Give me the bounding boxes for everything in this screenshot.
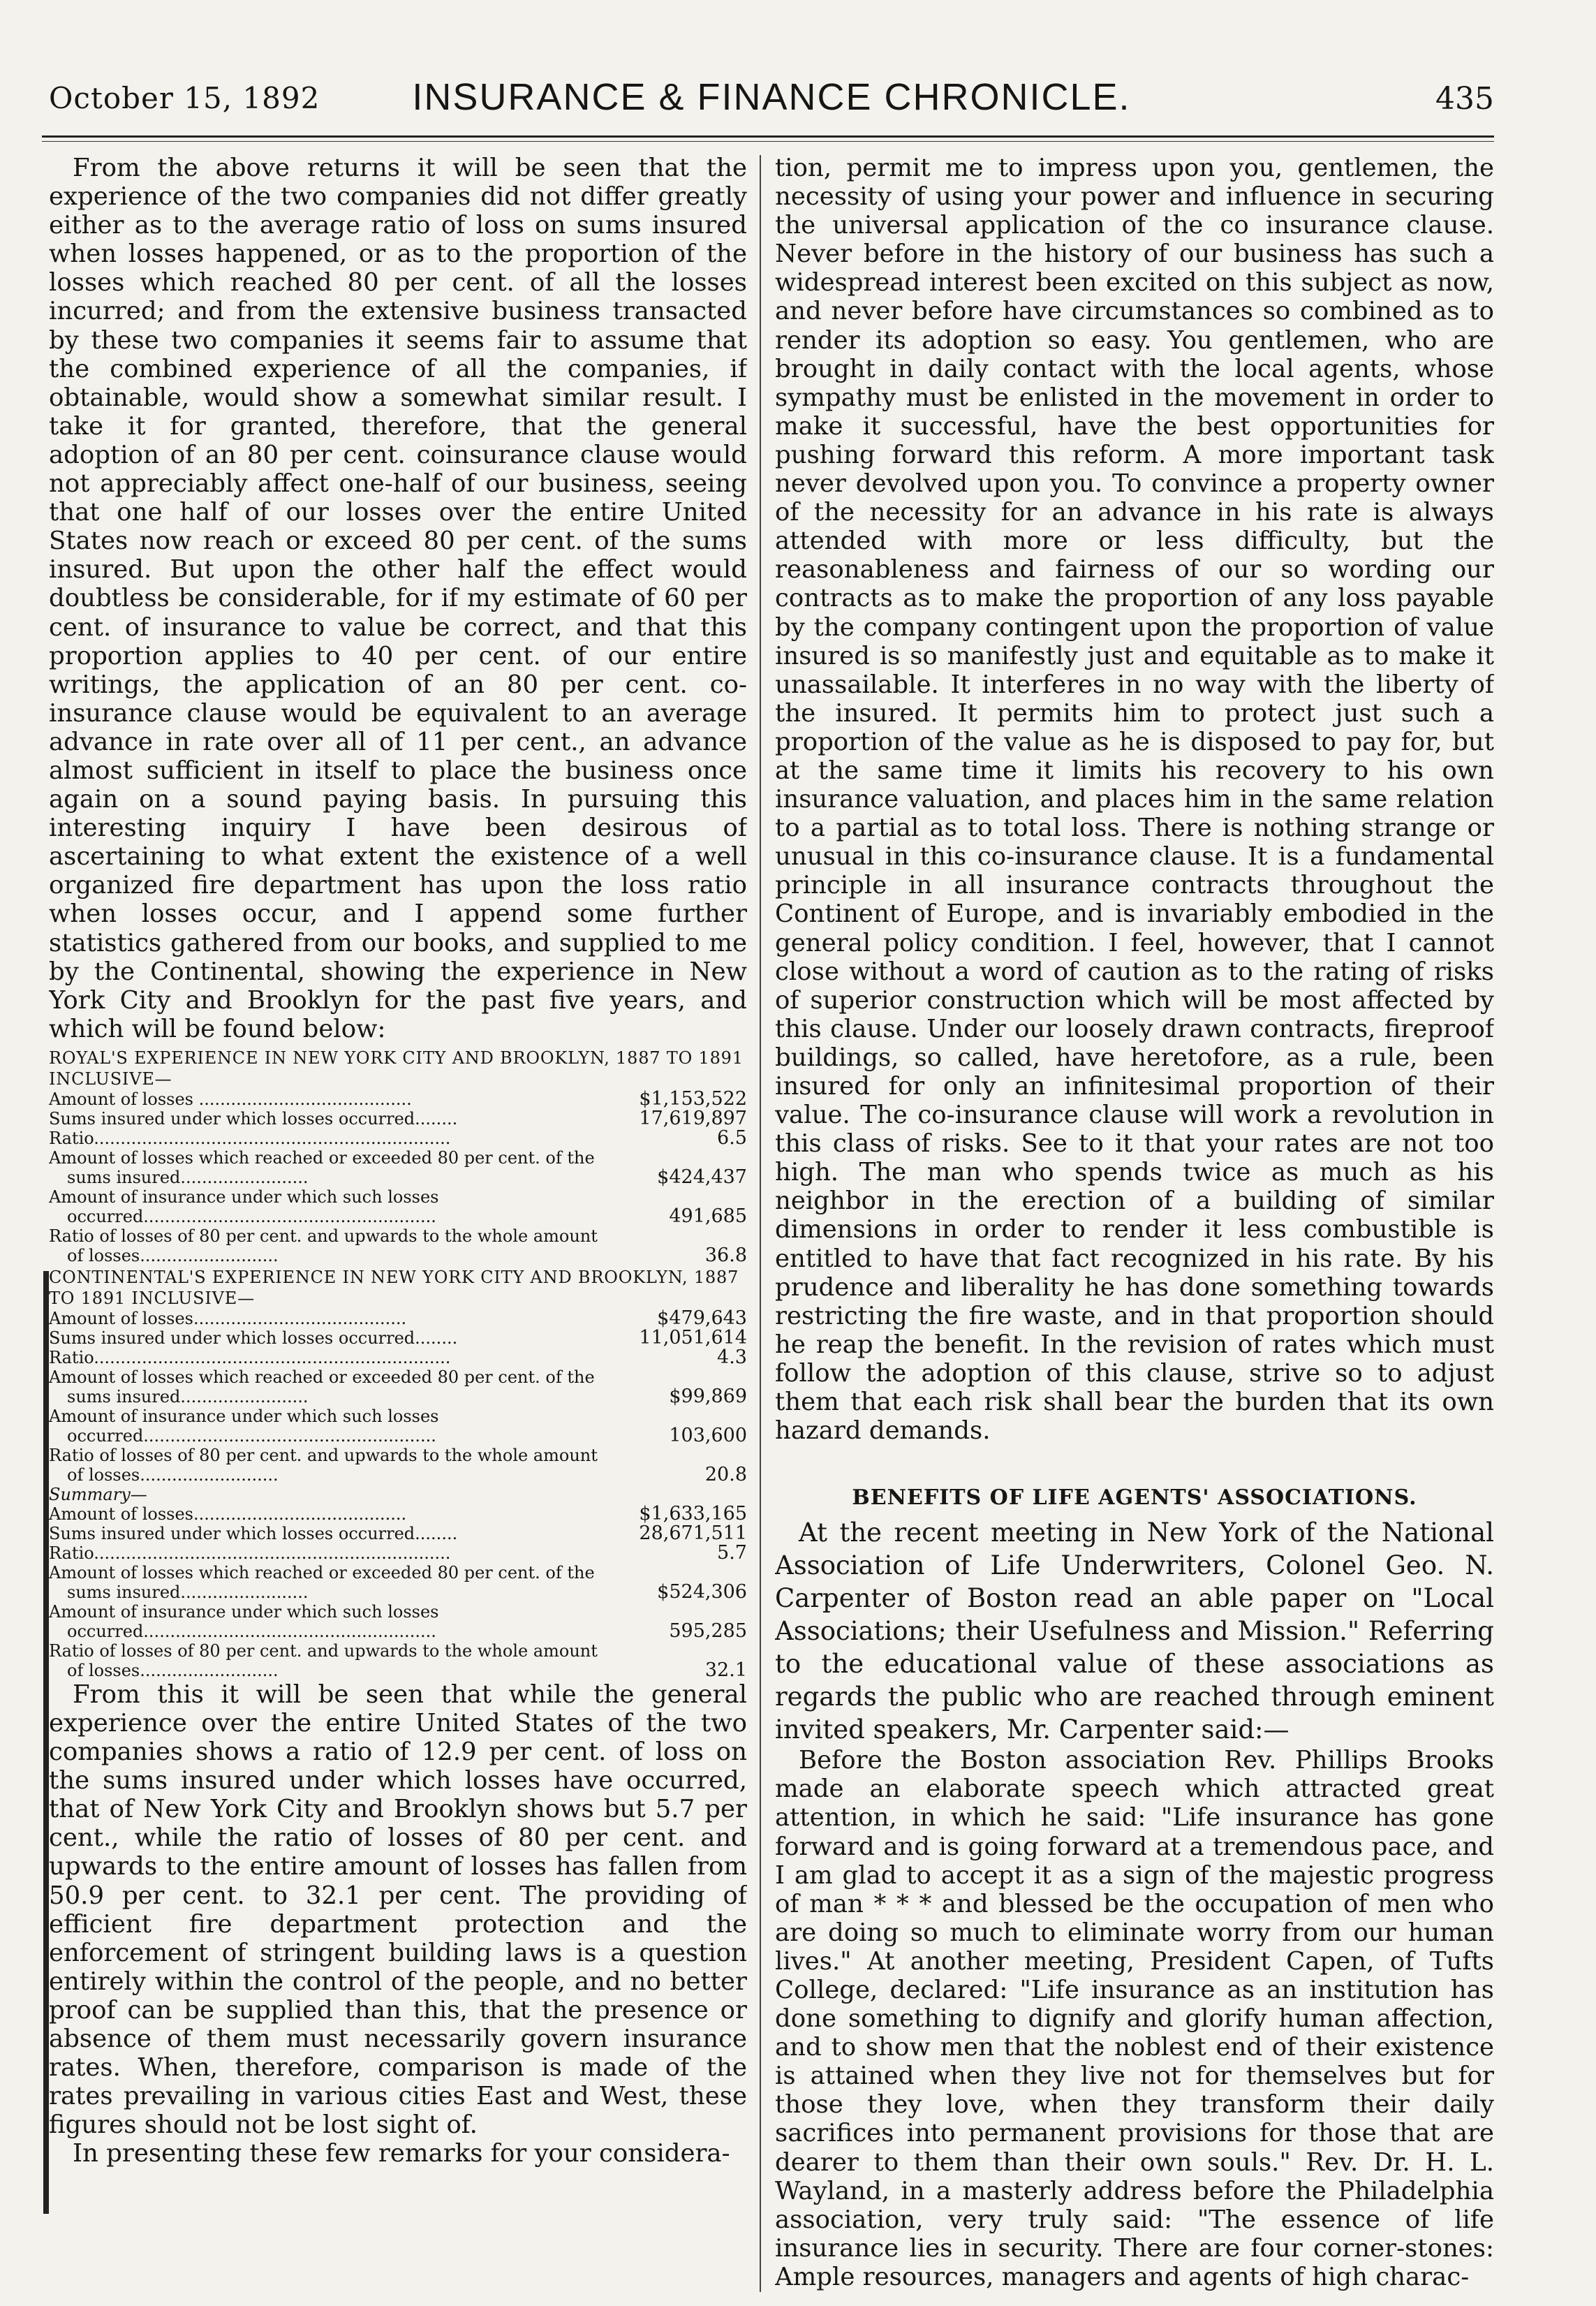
stat-row: Amount of losses which reached or exceeded 80 per cent. of the sums insured........................ $524,306 [49,1562,747,1603]
summary-statistics [49,1485,747,1680]
closing-paragraph-start: In presenting these few remarks for your considera- [73,2139,730,2168]
stat-row: Amount of insurance under which such losses occurred....................................................... 103,600 [49,1406,747,1446]
continental-statistics [49,1267,747,1485]
royal-statistics [49,1048,747,1265]
stat-row: Amount of losses which reached or exceeded 80 per cent. of the sums insured........................ $99,869 [49,1367,747,1407]
stat-row: Sums insured under which losses occurred........ 11,051,614 [49,1326,747,1349]
lead-paragraph: At the recent meeting in New York of the National Association of Life Underwriters, Colonel Geo. N. Carpenter of Boston read an able paper on "Local Associations; their Usefulness and Mission." Referring to the educational value of these associations as regards the public who are reached through eminent invited speakers, Mr. Carpenter said:— [775,1518,1494,1745]
stat-row: Amount of insurance under which such losses occurred....................................................... 491,685 [49,1187,747,1227]
section-heading: BENEFITS OF LIFE AGENTS' ASSOCIATIONS. [852,1485,1417,1511]
conclusion-paragraph: From this it will be seen that while the general experience over the entire United States of the two companies shows a ratio of 12.9 per cent. of loss on the sums insured under which losses have occurred, that of New York City and Brooklyn shows but 5.7 per cent., while the ratio of losses of 80 per cent. and upwards to the entire amount of losses has fallen from 50.9 per cent. to 32.1 per cent. The providing of efficient fire department protection and the enforcement of stringent building laws is a question entirely within the control of the people, and no better proof can be supplied than this, that the presence or absence of them must necessarily govern insurance rates. When, therefore, comparison is made of the rates prevailing in various cities East and West, these figures should not be lost sight of. [49,1680,747,2140]
stat-row: Sums insured under which losses occurred........ 28,671,511 [49,1522,747,1544]
stat-row: Amount of losses........................................ $1,633,165 [49,1502,747,1525]
stat-row: Ratio of losses of 80 per cent. and upwards to the whole amount of losses.......................... 36.8 [49,1226,747,1266]
left-column [49,154,747,2168]
stat-row: Amount of losses which reached or exceeded 80 per cent. of the sums insured........................ $424,437 [49,1147,747,1188]
stat-row: Amount of losses........................................ $479,643 [49,1307,747,1329]
right-column [775,154,1494,2291]
intro-paragraph: From the above returns it will be seen that the experience of the two companies did not differ greatly either as to the average ratio of loss on sums insured when losses happened, or as to the proportion of the losses which reached 80 per cent. of all the losses incurred; and from the extensive business transacted by these two companies it seems fair to assume that the combined experience of all the companies, if obtainable, would show a somewhat similar result. I take it for granted, therefore, that the general adoption of an 80 per cent. coinsurance clause would not appreciably affect one-half of our business, seeing that one half of our losses over the entire United States now reach or exceed 80 per cent. of the sums insured. But upon the other half the effect would doubtless be considerable, for if my estimate of 60 per cent. of insurance to value be correct, and that this proportion applies to 40 per cent. of our entire writings, the application of an 80 per cent. co-insurance clause would be equivalent to an average advance in rate over all of 11 per cent., an advance almost sufficient in itself to place the business once again on a sound paying basis. In pursuing this interesting inquiry I have been desirous of ascertaining to what extent the existence of a well organized fire department has upon the loss ratio when losses occur, and I append some further statistics gathered from our books, and supplied to me by the Continental, showing the experience in New York City and Brooklyn for the past five years, and which will be found below: [49,154,747,1043]
page-number: 435 [1435,81,1494,117]
stat-row: Amount of insurance under which such losses occurred....................................................... 595,285 [49,1601,747,1642]
body-paragraph: Before the Boston association Rev. Phillips Brooks made an elaborate speech which attracted great attention, in which he said: "Life insurance has gone forward and is going forward at a tremendous pace, and I am glad to accept it as a sign of the majestic progress of man * * * and blessed be the occupation of men who are doing so much to eliminate worry from our human lives." At another meeting, President Capen, of Tufts College, declared: "Life insurance as an institution has done something to dignify and glorify human affection, and to show men that the noblest end of their existence is attained when they live not for themselves but for those they love, when they transform their daily sacrifices into permanent provisions for those that are dearer to them than their own souls." Rev. Dr. H. L. Wayland, in a masterly address before the Philadelphia association, very truly said: "The essence of life insurance lies in security. There are four corner-stones: Ample resources, managers and agents of high charac- [775,1746,1494,2291]
header-rule-thin [42,141,1494,142]
stat-row: Ratio of losses of 80 per cent. and upwards to the whole amount of losses.......................... 32.1 [49,1640,747,1681]
header-rule [42,135,1494,138]
page-header [49,68,1494,131]
binding-edge-shadow [43,1271,49,2214]
continuation-paragraph: tion, permit me to impress upon you, gentlemen, the necessity of using your power and influence in securing the universal application of the co insurance clause. Never before in the history of our business has such a widespread interest been excited on this subject as now, and never before have circumstances so combined as to render its adoption so easy. You gentlemen, who are brought in daily contact with the local agents, whose sympathy must be enlisted in the movement in order to make it successful, have the best opportunities for pushing forward this reform. A more important task never devolved upon you. To convince a property owner of the necessity for an advance in his rate is always attended with more or less difficulty, but the reasonableness and fairness of our so wording our contracts as to make the proportion of any loss payable by the company contingent upon the proportion of value insured is so manifestly just and equitable as to make it unassailable. It interferes in no way with the liberty of the insured. It permits him to protect just such a proportion of the value as he is disposed to pay for, but at the same time it limits his recovery to his own insurance valuation, and places him in the same relation to a partial as to total loss. There is nothing strange or unusual in this co-insurance clause. It is a fundamental principle in all insurance contracts throughout the Continent of Europe, and is invariably embodied in the general policy condition. I feel, however, that I cannot close without a word of caution as to the rating of risks of superior construction which will be most affected by this clause. Under our loosely drawn contracts, fireproof buildings, so called, have heretofore, as a rule, been insured for only an infinitesimal proportion of their value. The co-insurance clause will work a revolution in this class of risks. See to it that your rates are not too high. The man who spends twice as much as his neighbor in the erection of a building of similar dimensions in order to render it less combustible is entitled to have that fact recognized in his rate. By his prudence and liberality he has done something towards restricting the fire waste, and in that proportion should he reap the benefit. In the revision of rates which must follow the adoption of this clause, strive so to adjust them that each risk shall bear the burden that its own hazard demands. [775,154,1494,1446]
stat-row: Sums insured under which losses occurred........ 17,619,897 [49,1107,747,1129]
stat-row: Ratio................................................................... 6.5 [49,1126,747,1149]
summary-title: Summary— [49,1484,147,1504]
continental-stats-title: CONTINENTAL'S EXPERIENCE IN NEW YORK CITY AND BROOKLYN, 1887 TO 1891 INCLUSIVE— [49,1267,739,1308]
stat-row: Ratio................................................................... 5.7 [49,1541,747,1564]
stat-row: Ratio of losses of 80 per cent. and upwards to the whole amount of losses.......................... 20.8 [49,1445,747,1485]
issue-date: October 15, 1892 [49,81,320,115]
stat-row: Amount of losses ........................................ $1,153,522 [49,1087,747,1110]
royal-stats-title: ROYAL'S EXPERIENCE IN NEW YORK CITY AND BROOKLYN, 1887 TO 1891 INCLUSIVE— [49,1048,744,1089]
publication-title: INSURANCE & FINANCE CHRONICLE. [412,76,1131,118]
column-divider [760,155,761,2292]
stat-row: Ratio................................................................... 4.3 [49,1346,747,1368]
